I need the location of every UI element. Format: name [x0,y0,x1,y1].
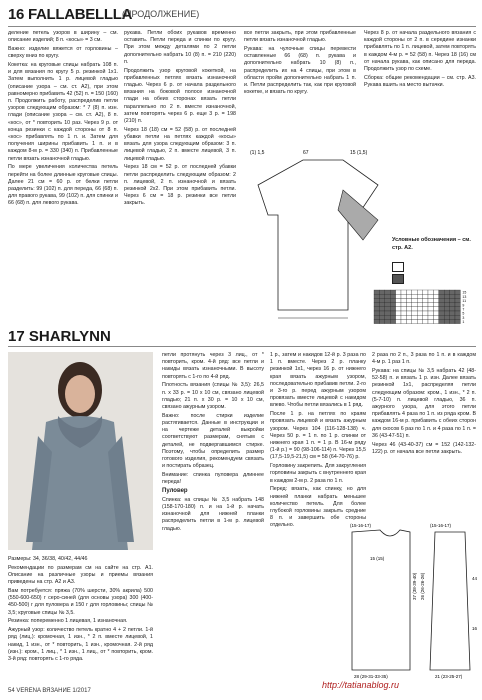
chart-cell [455,294,460,298]
paragraph: петли протянуть через 3 лиц., от * повторить, кром. 4-й ряд: все петли и накиды вязать изнаночными. В высоту повторять с 1-го по 4-й ряд. [162,352,264,380]
chart-cell [423,307,428,311]
chart-cell [385,315,390,319]
woman-in-sweater-image [8,352,153,550]
chart-cell [433,290,438,294]
chart-cell [444,298,449,302]
chart-row-label: 13 [462,294,467,299]
chart-cell [385,307,390,311]
chart-cell [444,319,449,323]
chart-cell [406,298,411,302]
chart-cell [412,294,417,298]
chart-cell [444,303,449,307]
paragraph: Через 18 см = 52 р. от последней убавки петли распределить следующим образом: 2 п. лицевой, 2 п. изнаночной и вязать резинкой 2х2. При этом прибавить петли. Через 6 см = 18 р. резинки все петли закрыть. [124,164,236,207]
chart-cell [439,311,444,315]
chart-cell [417,307,422,311]
paragraph: Внимание: спинка пуловера длиннее переда! [162,472,264,486]
pattern-title: 16 FALLABELLLA [8,6,133,23]
chart-cell [417,315,422,319]
chart-cell [423,311,428,315]
text-column-1 [8,30,118,209]
chart-cell [428,319,433,323]
dim-label: 16 [472,626,478,631]
chart-cell [401,307,406,311]
paragraph: Резинка: попеременно 1 лицевая, 1 изнаночная. [8,618,128,625]
chart-cell [428,290,433,294]
paragraph: Продолжить узор круговой кокеткой, на прибавленных петлях вязать изнаночной гладью. Через 6 р. от начала раздельного вязания на боковой полосе изнаночной глади на обеих сторонах вязать петли параллельно по 2 п. вместе изнаночной, затем повторять через 6 р. еще 3 р. = 198 (210) п. [124,67,236,125]
chart-cell [428,303,433,307]
paragraph: Через 8 р. от начала раздельного вязания с каждой стороны от 2 п. в середине изнанки прибавлять по 1 п. лицевой, затем повторять в каждом 4-м р. = 52 (58) п. Через 18 (16) см от начала рукава, как описано для переда. Продолжить узор по схеме. [364,30,476,73]
schematic-sleeve [338,190,378,240]
chart-cell [379,294,384,298]
chart-cell [412,298,417,302]
chart-cell [401,315,406,319]
chart-cell [406,290,411,294]
chart-cell [423,319,428,323]
chart-cell [450,294,455,298]
chart-cell [439,307,444,311]
s2-text-column-1 [8,556,153,665]
paragraph: После 1 р. на петлях по краям провязать лицевой и вязать ажурным узором. Через 104 (116-128-138) ч. Через 50 р. = 1 п. по 1 р. спинки от нижнего края 1 п. = 1 р. В 16-м ряду (1-й р.) = 90 (98-106-114) п. Через 15,5 (17,5-19,5-21,5) см = 58 (64-70-76) р. [270,411,366,461]
chart-cell [417,298,422,302]
chart-cell [374,303,379,307]
chart-cell [450,319,455,323]
chart-cell [396,298,401,302]
dim-label: 67 [303,150,309,156]
text-column-3 [244,30,356,98]
chart-cell [444,307,449,311]
chart-cell [417,319,422,323]
chart-cell [423,315,428,319]
chart-cell [379,311,384,315]
chart-cell [439,290,444,294]
chart-cell [433,315,438,319]
chart-cell [455,298,460,302]
chart-cell [428,315,433,319]
text-column-4 [364,30,476,91]
paragraph: деление петель узоров в ширину – см. описание изделий; 8 п. «косы» = 3 см. [8,30,118,44]
garment-schematic-16 [248,140,388,320]
chart-cell [450,303,455,307]
paragraph: Рекомендации по размерам см на сайте на стр. А1. Описание на различные узоры и приемы вязания приведены на стр. А2 и А3. [8,564,153,586]
chart-cell [417,303,422,307]
chart-cell [439,303,444,307]
chart-row-label: 7 [462,307,465,312]
chart-cell [374,315,379,319]
chart-cell [390,307,395,311]
legend-title: Условные обозначения – см. стр. А2. [392,237,471,251]
chart-cell [455,319,460,323]
paragraph: Вам потребуется: пряжа (70% шерсти, 30% акрила) 500 (550-600-650) г серо-синей (для основы узора) 300 (400-450-500) г для пуловера и 150 г для горловины; спицы № 3,5; круговые спицы № 3,5. [8,588,153,616]
dim-label: 26 (26-26-26) [420,572,425,600]
dim-label: 21 (23-25-27) [435,674,463,679]
chart-cell [455,290,460,294]
chart-cell [396,307,401,311]
chart-cell [406,315,411,319]
chart-cell [379,307,384,311]
paragraph: Через 18 (18) см = 52 (58) р. от последней убавки петли на петлях каждой «косы» вязать для узора следующим образом: 3 п. лицевой гладью, 2 п. вместе лицевой, 3 п. лицевой гладью. [124,126,236,162]
chart-cell [396,319,401,323]
chart-cell [433,311,438,315]
chart-cell [428,294,433,298]
chart-cell [450,290,455,294]
paragraph: Горловину закрепить. Для закругления горловины закрыть с внутреннего края в каждом 2-м р. 2 раза по 1 п. [270,463,366,484]
chart-cell [390,303,395,307]
watermark: http://tatianablog.ru [322,680,400,690]
paragraph: Важно: после стирки изделие растягивается. Данные в инструкции и на чертеже деталей выкройки соответствуют размерам, снятым с деталей, не подвергавшимся стирке. Поэтому, чтобы определить размер готового изделия, рекомендуем связать и постирать образец. [162,412,264,470]
section-header-16 [8,6,476,27]
paragraph: Размеры: 34, 36/38, 40/42, 44/46 [8,556,88,562]
chart-cell [417,311,422,315]
chart-cell [401,303,406,307]
chart-cell [390,298,395,302]
chart-cell [439,294,444,298]
chart-cell [423,294,428,298]
chart-cell [412,307,417,311]
paragraph: Плотность вязания (спицы № 3,5): 26,5 п. x 33 р. = 10 x 10 см, связано лицевой гладью; 21 п. x 30 р. = 10 x 10 см, связано ажурным узором. [162,382,264,411]
pattern-subtitle: (ПРОДОЛЖЕНИЕ) [122,9,200,19]
chart-cell [374,298,379,302]
chart-cell [455,303,460,307]
paragraph: 2 раза по 2 п., 3 раза по 1 п. и в каждом 4-м р. 1 раз 1 п. [372,352,476,366]
chart-cell [428,298,433,302]
schematic-body [352,530,410,670]
chart-cell [444,290,449,294]
chart-cell [406,311,411,315]
dim-label: (15-16-17) [430,523,452,528]
chart-cell [439,315,444,319]
chart-cell [423,303,428,307]
chart-cell [412,311,417,315]
paragraph: Через 46 (43-40-37) см = 152 (142-132-122) р. от начала все петли закрыть. [372,441,476,455]
chart-cell [412,290,417,294]
dim-label: 37 (38-39-40) [412,572,417,600]
legend-symbol [392,274,404,284]
chart-cell [401,311,406,315]
chart-cell [406,319,411,323]
paragraph: По мере увеличения количества петель перейти на более длинные круговые спицы. Далее 21 см = 60 р. от белки петли разделить: 99 (102) п. для переда, 66 (68) п. для правого рукава, 99 (102) п. для спинки и 66 (68) п. для левого рукава. [8,164,118,207]
paragraph: Перед: вязать, как спинку, но для нижней планки набрать меньшее количество петель. Для более глубокой горловины закрыть средние 8 п. и завершить обе стороны отдельно. [270,486,366,529]
dim-label: (1) 1,5 [250,150,265,156]
chart-cell [455,311,460,315]
chart-cell [379,290,384,294]
chart-cell [379,298,384,302]
chart-cell [374,319,379,323]
chart-cell [396,294,401,298]
chart-cell [455,315,460,319]
chart-cell [390,294,395,298]
chart-cell [385,290,390,294]
chart-cell [450,298,455,302]
chart-cell [390,315,395,319]
schematic-sleeve [430,532,470,670]
chart-cell [450,307,455,311]
chart-cell [412,303,417,307]
dim-label: 28 (29-31-33-35) [354,674,388,679]
chart-cell [406,307,411,311]
legend-symbol [392,262,404,272]
chart-cell [433,319,438,323]
chart-cell [423,298,428,302]
chart-cell [385,311,390,315]
chart-cell [417,290,422,294]
paragraph: Ажурный узор: количество петель кратно 4 + 2 петли. 1-й ряд (лиц.): кромочная, 1 изн., * 2 п. вместе лицевой, 1 накид, 1 изн., от * повторить, 1 изн., кромочная. 2-й ряд (изн.): кром., 1 лиц., * 1 изн., 1 лиц., от * повторить, кром. 3-й ряд: повторять с 1-го ряда. [8,627,153,663]
model-photo [8,352,153,550]
chart-cell [401,298,406,302]
chart-cell [433,303,438,307]
section-subtitle: Пуловер [162,488,188,495]
chart-cell [412,315,417,319]
chart-cell [385,319,390,323]
chart-cell [439,319,444,323]
paragraph: Важно: изделие вяжется от горловины – сверху вниз по кругу. [8,46,118,60]
pattern-title: 17 SHARLYNN [8,328,111,345]
paragraph: Сборка: общие рекомендации – см. стр. А3. Рукава вшить на место вытачки. [364,74,476,89]
chart-cell [385,303,390,307]
page-footer: 54 VERENA ВЯЗАНИЕ 1/2017 [8,688,91,694]
paragraph: 1 р., затем и накидов 12-й р. 3 раза по 1 п. вместе. Через 2 р. планку резинкой 1х1, через 16 р. от нижнего края вязать ажурным узором, последовательно прибавив петли. 2-го и 3-го р. перед ажурным узором провязать вместе лицевой с накидом влево. Чтобы петли вязались в 1 ряд. [270,352,366,409]
chart-cell [406,294,411,298]
chart-row-label: 15 [462,290,467,295]
dim-label: 44 [472,576,478,581]
dim-label: 15 (15) [370,556,385,561]
paragraph: Спинка: на спицы № 3,5 набрать 148 (158-170-180) п. и на 1-й р. начать изнаночной для нижней планки распределить петли в 1-м р. лицевой гладью. [162,496,264,532]
chart-cell [385,298,390,302]
chart-cell [396,311,401,315]
chart-cell [379,315,384,319]
chart-cell [374,294,379,298]
chart-cell [433,298,438,302]
chart-cell [390,319,395,323]
chart-cell [428,311,433,315]
chart-cell [390,290,395,294]
garment-schematic-17 [340,520,478,680]
chart-cell [433,294,438,298]
dim-label: 15 (1,5) [350,150,368,156]
paragraph: рукава. Петли обоих рукавов временно оставить. Петли переда и спинки по кругу. При этом между деталями по 2 петли дополнительно набрать 10 (8) п. = 210 (220) п. [124,30,236,65]
chart-cell [455,307,460,311]
paragraph: Рукава: на чулочные спицы перевести оставленные 66 (68) п. рукава и дополнительно набрать 10 (8) п., распределить их на 4 спицы, при этом в области пройм дополнительно набрать 1 п. и. Петли распределить так, как при круговой кокетке, и вязать по кругу. [244,46,356,96]
s2-text-column-3 [270,352,366,531]
paragraph: все петли закрыть, при этом прибавленные петли вязать изнаночной гладью. [244,30,356,44]
chart-row-label: 5 [462,311,465,316]
chart-cell [423,290,428,294]
chart-cell [444,311,449,315]
chart-cell [444,315,449,319]
chart-cell [401,290,406,294]
chart-cell [379,319,384,323]
chart-cell [439,298,444,302]
chart-row-label: 1 [462,320,465,325]
chart-cell [401,319,406,323]
chart-cell [374,311,379,315]
s2-text-column-4 [372,352,476,458]
chart-cell [417,294,422,298]
stitch-chart [372,288,476,328]
chart-cell [428,307,433,311]
chart-cell [374,290,379,294]
chart-cell [374,307,379,311]
text-column-2 [124,30,236,209]
paragraph: Кокетка: на круговые спицы набрать 108 п. и для вязания по кругу 5 р. резинкой 1х1. Затем выполнить 1 р. лицевой гладью (описание узора – см. ст. А2), при этом равномерно прибавить 42 (52) п. = 150 (160) п. Продолжить работу, распределив петли узоров следующим образом: * 7 (8) п. изн. глади (описание узора – см. ст. А2), 8 п. «кос», от * повторить 10 раз. Через 9 р. от конца резинки с каждой стороны от 8 п. «кос» прибавлять по 1 п. и. Затем для получения ширины прибавить 1 п. и в каждом 8-м р. = 330 (340) п. Прибавленные петли вязать изнаночной гладью. [8,62,118,162]
chart-cell [444,294,449,298]
chart-cell [450,311,455,315]
s2-text-column-2 [162,352,264,534]
chart-row-label: 11 [462,299,467,304]
dim-label: (15-16-17) [350,523,372,528]
chart-cell [433,307,438,311]
chart-cell [396,290,401,294]
chart-cell [406,303,411,307]
section-header-17 [8,328,476,347]
chart-cell [396,315,401,319]
chart-cell [379,303,384,307]
chart-cell [390,311,395,315]
paragraph: Рукава: на спицы № 3,5 набрать 42 (48-52-58) п. и вязать 1 р. изн. Далее вязать резинкой 1х1, распределяя петли следующим образом: кром., 1 изн., * 2 п. (5-7-10) п. лицевой гладью, 36 п. ажурного узора, для этого петли прибавлять 4 раза по 1 п. из ряда кром. В каждом 16-м р. прибавить с обеих сторон для скосов 6 раз по 1 п. и 4 раза по 1 п. = 36 (43-47-51) п. [372,368,476,439]
chart-row-label: 9 [462,303,465,308]
chart-cell [412,319,417,323]
chart-row-label: 3 [462,315,465,320]
chart-cell [401,294,406,298]
chart-cell [396,303,401,307]
chart-cell [450,315,455,319]
chart-cell [385,294,390,298]
